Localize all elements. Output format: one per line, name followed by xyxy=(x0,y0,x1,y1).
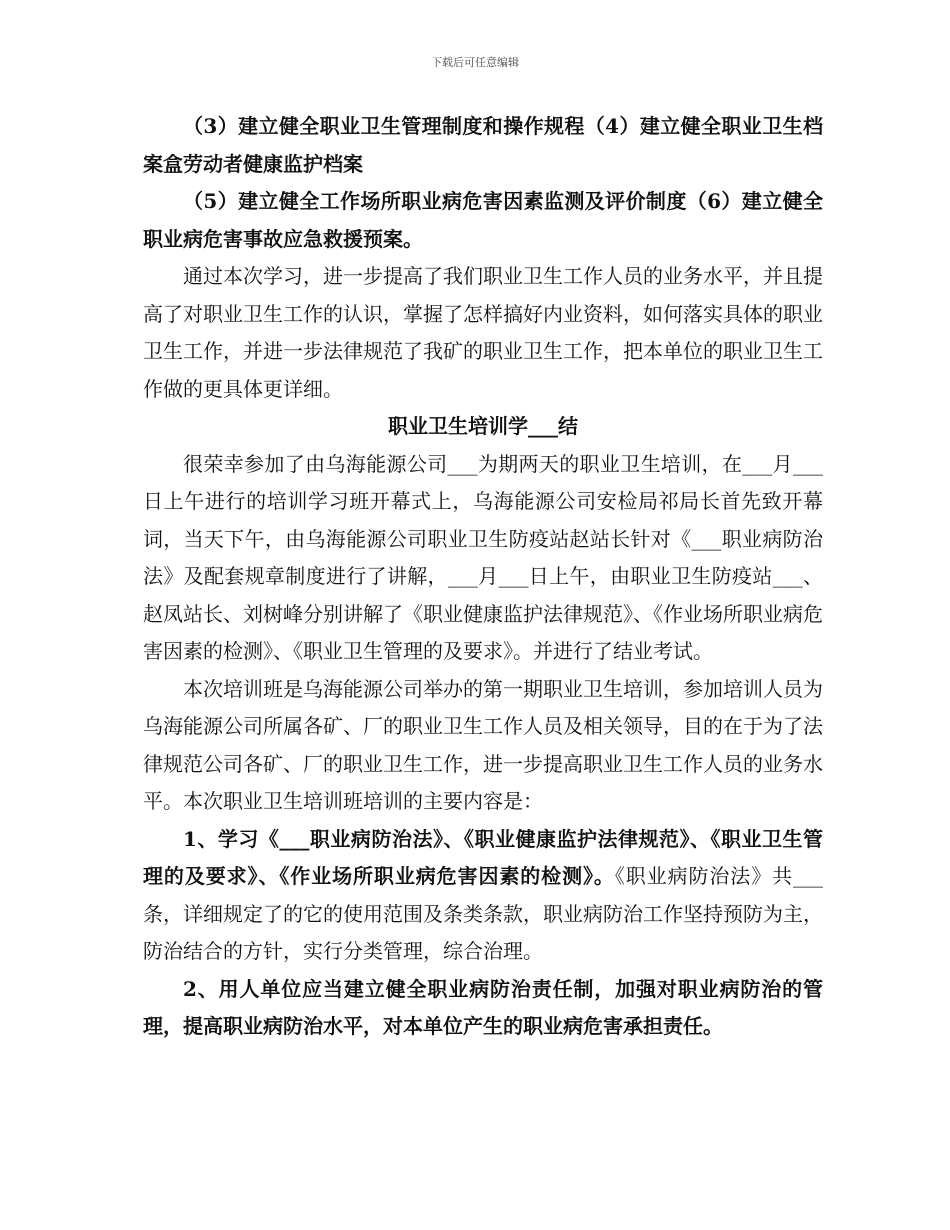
paragraph-measures-5-6: （5）建立健全工作场所职业病危害因素监测及评价制度（6）建立健全职业病危害事故应急救援预案。 xyxy=(143,189,823,251)
paragraph-measures-3-4: （3）建立健全职业卫生管理制度和操作规程（4）建立健全职业卫生档案盒劳动者健康监护档案 xyxy=(143,114,823,176)
paragraph-study-summary: 通过本次学习，进一步提高了我们职业卫生工作人员的业务水平，并且提高了对职业卫生工作的认识，掌握了怎样搞好内业资料，如何落实具体的职业卫生工作，并进一步法律规范了我矿的职业卫生工作，把本单位的职业卫生工作做的更具体更详细。 xyxy=(143,264,823,401)
item-1-bold-text: 1、学习《___职业病防治法》、《职业健康监护法律规范》、《职业卫生管理的及要求》、《作业场所职业病危害因素的检测》。 xyxy=(143,826,823,888)
paragraph-training-overview: 本次培训班是乌海能源公司举办的第一期职业卫生培训，参加培训人员为乌海能源公司所属各矿、厂的职业卫生工作人员及相关领导，目的在于为了法律规范公司各矿、厂的职业卫生工作，进一步提高职业卫生工作人员的业务水平。本次职业卫生培训班培训的主要内容是： xyxy=(143,676,823,813)
paragraph-item-2: 2、用人单位应当建立健全职业病防治责任制，加强对职业病防治的管理，提高职业病防治水平，对本单位产生的职业病危害承担责任。 xyxy=(143,976,823,1038)
item-1-normal-text: 《职业病防治法》共___条，详细规定了的它的使用范围及条类条款，职业病防治工作坚持预防为主，防治结合的方针，实行分类管理，综合治理。 xyxy=(143,864,824,963)
document-body xyxy=(143,108,823,1046)
paragraph-item-1 xyxy=(143,821,823,971)
section-title: 职业卫生培训学___结 xyxy=(388,414,578,438)
page-header: 下载后可任意编辑 xyxy=(431,56,519,69)
paragraph-training-intro: 很荣幸参加了由乌海能源公司___为期两天的职业卫生培训，在___月___日上午进行的培训学习班开幕式上，乌海能源公司安检局祁局长首先致开幕词，当天下午，由乌海能源公司职业卫生防疫站赵站长针对《___职业病防治法》及配套规章制度进行了讲解，___月___日上午，由职业卫生防疫站___、赵凤站长、刘树峰分别讲解了《职业健康监护法律规范》、《作业场所职业病危害因素的检测》、《职业卫生管理的及要求》。并进行了结业考试。 xyxy=(143,451,823,663)
